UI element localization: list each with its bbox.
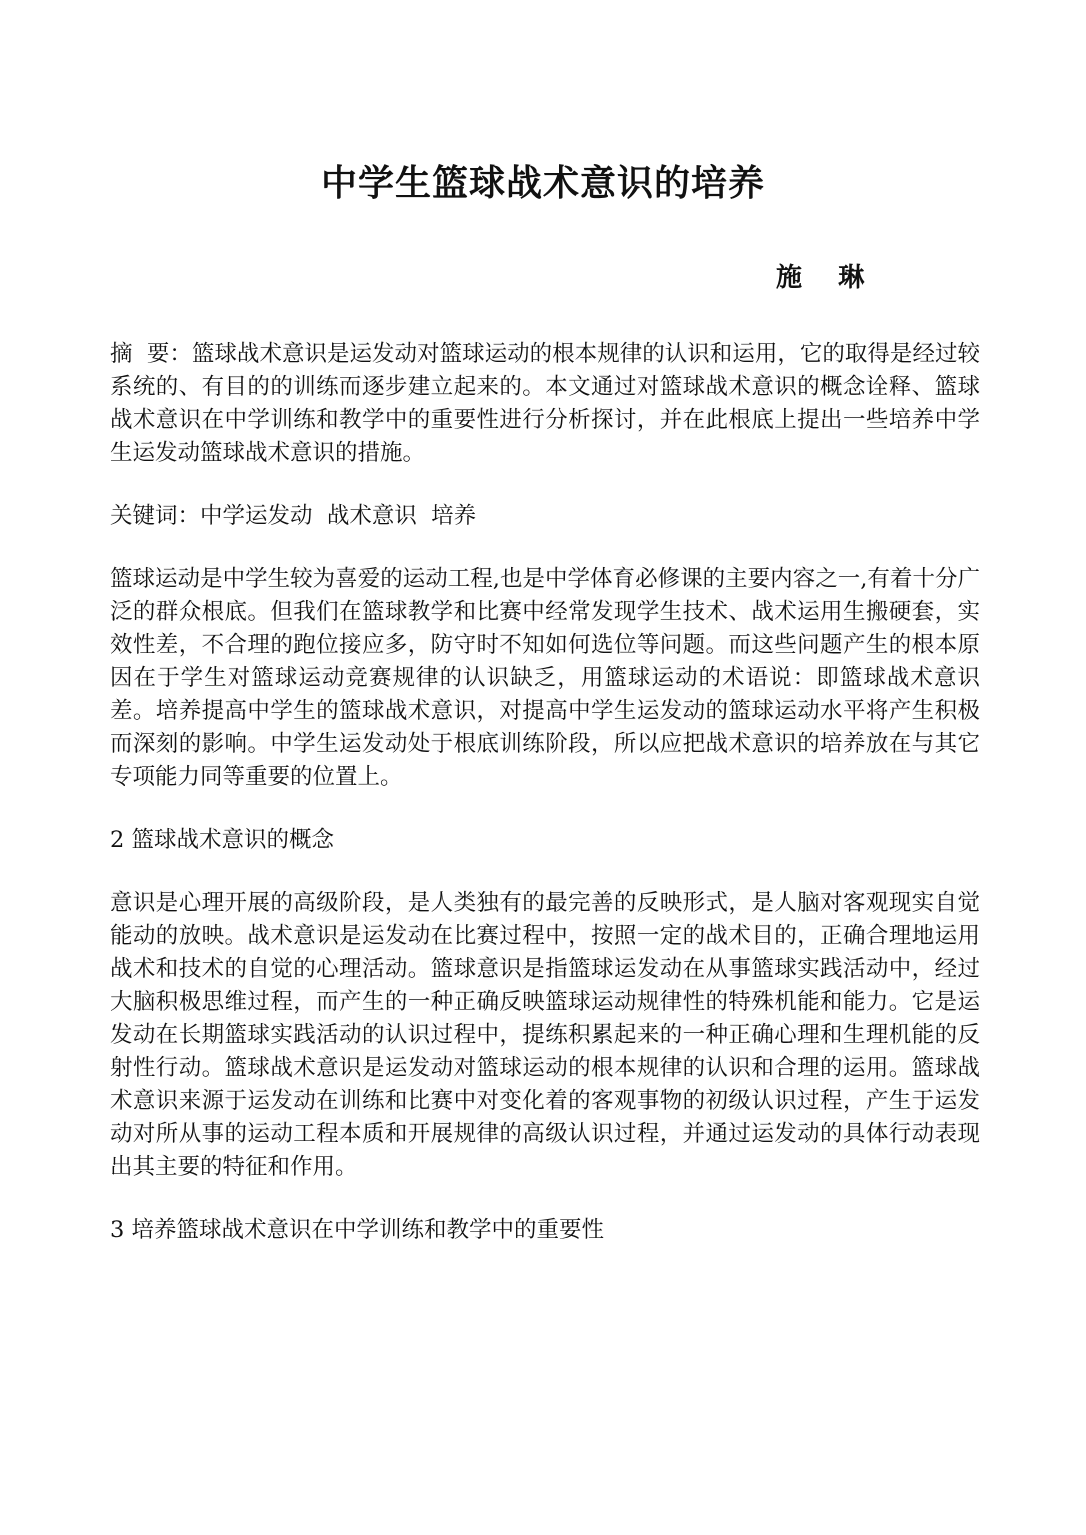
section-2-heading: 2 篮球战术意识的概念	[110, 827, 334, 853]
keywords-paragraph	[110, 500, 980, 533]
section-3-heading: 3 培养篮球战术意识在中学训练和教学中的重要性	[110, 1217, 604, 1243]
intro-paragraph: 篮球运动是中学生较为喜爱的运动工程,也是中学体育必修课的主要内容之一,有着十分广泛的群众根底。但我们在篮球教学和比赛中经常发现学生技术、战术运用生搬硬套，实效性差，不合理的跑位接应多，防守时不知如何选位等问题。而这些问题产生的根本原因在于学生对篮球运动竞赛规律的认识缺乏，用篮球运动的术语说：即篮球战术意识差。培养提高中学生的篮球战术意识，对提高中学生运发动的篮球运动水平将产生积极而深刻的影响。中学生运发动处于根底训练阶段，所以应把战术意识的培养放在与其它专项能力同等重要的位置上。	[110, 566, 980, 790]
abstract-label: 摘 要：	[110, 341, 192, 367]
abstract-text: 篮球战术意识是运发动对篮球运动的根本规律的认识和运用，它的取得是经过较系统的、有目的的训练而逐步建立起来的。本文通过对篮球战术意识的概念诠释、篮球战术意识在中学训练和教学中的重要性进行分析探讨，并在此根底上提出一些培养中学生运发动篮球战术意识的措施。	[110, 341, 980, 466]
abstract-paragraph	[110, 338, 980, 470]
keywords-text: 中学运发动 战术意识 培养	[200, 503, 477, 529]
document-body	[110, 338, 980, 1277]
keywords-label: 关键词：	[110, 503, 201, 529]
author-name: 施 琳	[776, 263, 865, 293]
document-title: 中学生篮球战术意识的培养	[320, 163, 765, 204]
section-2-paragraph: 意识是心理开展的高级阶段，是人类独有的最完善的反映形式，是人脑对客观现实自觉能动的放映。战术意识是运发动在比赛过程中，按照一定的战术目的，正确合理地运用战术和技术的自觉的心理活动。篮球意识是指篮球运发动在从事篮球实践活动中，经过大脑积极思维过程，而产生的一种正确反映篮球运动规律性的特殊机能和能力。它是运发动在长期篮球实践活动的认识过程中，提练积累起来的一种正确心理和生理机能的反射性行动。篮球战术意识是运发动对篮球运动的根本规律的认识和合理的运用。篮球战术意识来源于运发动在训练和比赛中对变化着的客观事物的初级认识过程，产生于运发动对所从事的运动工程本质和开展规律的高级认识过程，并通过运发动的具体行动表现出其主要的特征和作用。	[110, 890, 980, 1180]
